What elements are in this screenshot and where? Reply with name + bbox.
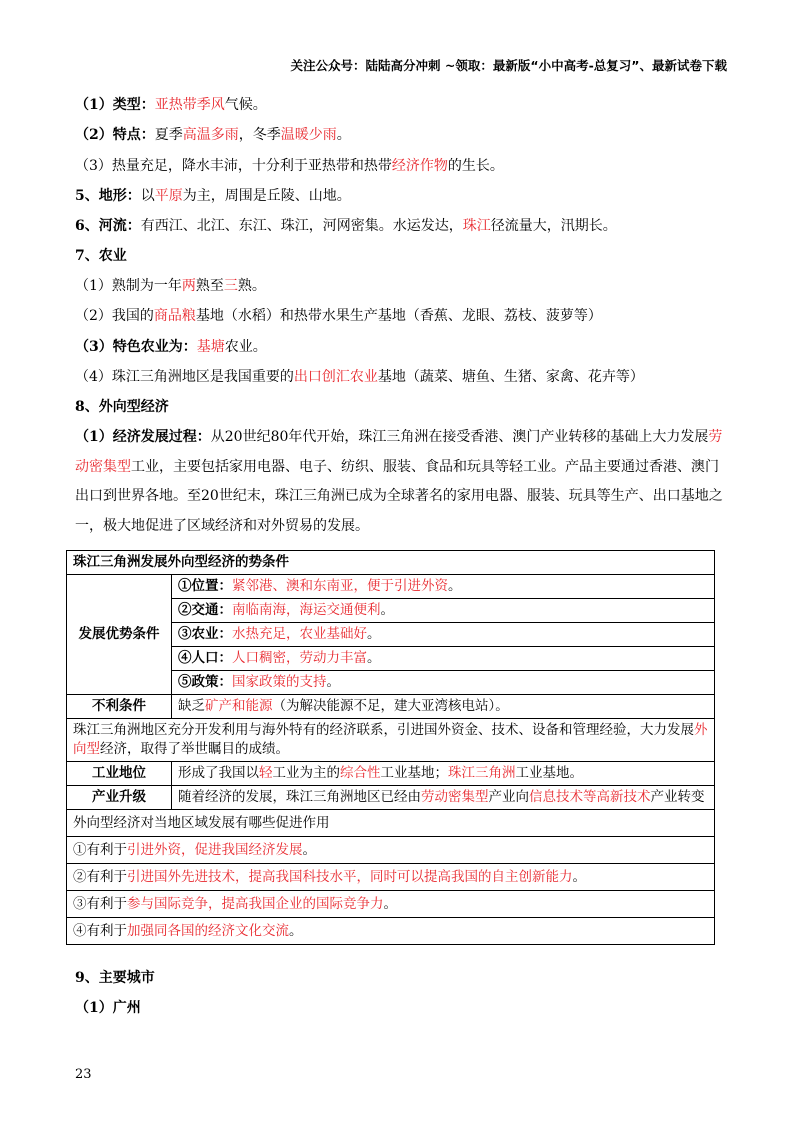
terrain: 5、地形：以平原为主，周围是丘陵、山地。 [75, 188, 351, 204]
open-economy-text: 珠江三角洲地区充分开发利用与海外特有的经济联系，引进国外资金、技术、设备和管理经验，大力发展外向型经济，取得了举世瞩目的成绩。 [67, 719, 715, 762]
industry-status-label: 工业地位 [67, 762, 172, 786]
advantage-location: ①位置：紧邻港、澳和东南亚，便于引进外资。 [172, 575, 715, 599]
agriculture-item-2: （2）我国的商品粮基地（水稻）和热带水果生产基地（香蕉、龙眼、荔枝、菠萝等） [75, 308, 602, 324]
rivers: 6、河流：有西江、北江、东江、珠江，河网密集。水运发达，珠江径流量大，汛期长。 [75, 218, 617, 234]
page-header: 关注公众号：陆陆高分冲刺 ~领取：最新版“小中高考-总复习”、最新试卷下载 [290, 58, 727, 73]
conditions-table [66, 550, 715, 945]
agriculture-item-1: （1）熟制为一年两熟至三熟。 [75, 278, 266, 294]
agriculture-heading: 7、农业 [75, 248, 127, 264]
disadvantage-text: 缺乏矿产和能源（为解决能源不足，建大亚湾核电站）。 [172, 695, 715, 719]
advantage-population: ④人口：人口稠密，劳动力丰富。 [172, 647, 715, 671]
promote-item-2: ②有利于引进国外先进技术，提高我国科技水平，同时可以提高我国的自主创新能力。 [67, 864, 715, 891]
advantage-agriculture: ③农业：水热充足，农业基础好。 [172, 623, 715, 647]
promote-item-1: ①有利于引进外资，促进我国经济发展。 [67, 837, 715, 864]
advantage-label: 发展优势条件 [67, 575, 172, 695]
agriculture-item-4: （4）珠江三角洲地区是我国重要的出口创汇农业基地（蔬菜、塘鱼、生猪、家禽、花卉等） [75, 369, 644, 385]
page-number: 23 [75, 1067, 92, 1082]
advantage-transport: ②交通：南临南海，海运交通便利。 [172, 599, 715, 623]
promote-item-3: ③有利于参与国际竞争，提高我国企业的国际竞争力。 [67, 891, 715, 918]
economy-paragraph: （1）经济发展过程：从20世纪80年代开始，珠江三角洲在接受香港、澳门产业转移的基础上大力发展劳动密集型工业，主要包括家用电器、电子、纺织、服装、食品和玩具等轻工业。产品主要通过香港、澳门出口到世界各地。至20世纪末，珠江三角洲已成为全球著名的家用电器、服装、玩具等生产、出口基地之一，极大地促进了区域经济和对外贸易的发展。 [75, 429, 723, 534]
disadvantage-label: 不利条件 [67, 695, 172, 719]
industry-upgrade-text: 随着经济的发展，珠江三角洲地区已经由劳动密集型产业向信息技术等高新技术产业转变 [172, 786, 715, 810]
industry-status-text: 形成了我国以轻工业为主的综合性工业基地；珠江三角洲工业基地。 [172, 762, 715, 786]
climate-type: （1）类型：亚热带季风气候。 [75, 97, 267, 113]
promote-title: 外向型经济对当地区域发展有哪些促进作用 [67, 810, 715, 837]
promote-item-4: ④有利于加强同各国的经济文化交流。 [67, 918, 715, 945]
economy-heading: 8、外向型经济 [75, 399, 169, 415]
climate-effect: （3）热量充足，降水丰沛，十分利于亚热带和热带经济作物的生长。 [75, 158, 504, 174]
agriculture-item-3: （3）特色农业为：基塘农业。 [75, 339, 267, 355]
guangzhou-heading: （1）广州 [75, 1000, 141, 1016]
industry-upgrade-label: 产业升级 [67, 786, 172, 810]
climate-feature: （2）特点：夏季高温多雨，冬季温暖少雨。 [75, 127, 351, 143]
table-title: 珠江三角洲发展外向型经济的势条件 [67, 551, 715, 575]
cities-heading: 9、主要城市 [75, 970, 155, 986]
advantage-policy: ⑤政策：国家政策的支持。 [172, 671, 715, 695]
